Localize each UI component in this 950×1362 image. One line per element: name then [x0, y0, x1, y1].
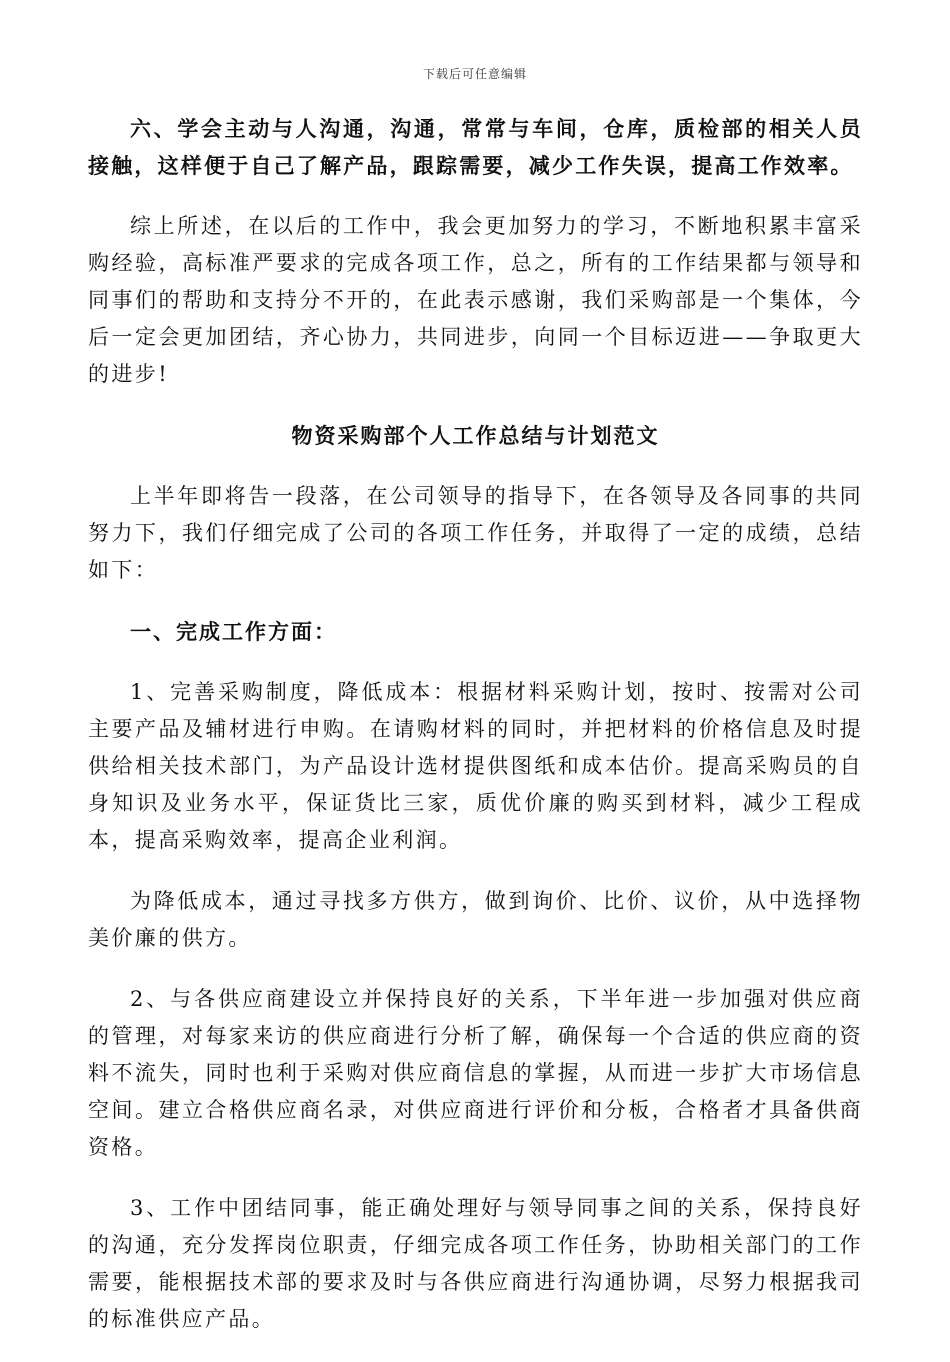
- paragraph-summary: 综上所述，在以后的工作中，我会更加努力的学习，不断地积累丰富采购经验，高标准严要求的完成各项工作，总之，所有的工作结果都与领导和同事们的帮助和支持分不开的，在此表示感谢，我们采购部是一个集体，今后一定会更加团结，齐心协力，共同进步，向同一个目标迈进——争取更大的进步!: [88, 214, 863, 386]
- paragraph-item-one: 1、完善采购制度，降低成本：根据材料采购计划，按时、按需对公司主要产品及辅材进行申购。在请购材料的同时，并把材料的价格信息及时提供给相关技术部门，为产品设计选材提供图纸和成本估价。提高采购员的自身知识及业务水平，保证货比三家，质优价廉的购买到材料，减少工程成本，提高采购效率，提高企业利润。: [88, 680, 863, 852]
- document-title: 物资采购部个人工作总结与计划范文: [291, 423, 660, 448]
- paragraph-item-three: 3、工作中团结同事，能正确处理好与领导同事之间的关系，保持良好的沟通，充分发挥岗位职责，仔细完成各项工作任务，协助相关部门的工作需要，能根据技术部的要求及时与各供应商进行沟通协调，尽努力根据我司的标准供应产品。: [88, 1196, 863, 1331]
- page-header-note: 下载后可任意编辑: [422, 67, 527, 81]
- document-body: [88, 110, 863, 1362]
- paragraph-item-two: 2、与各供应商建设立并保持良好的关系，下半年进一步加强对供应商的管理，对每家来访的供应商进行分析了解，确保每一个合适的供应商的资料不流失，同时也利于采购对供应商信息的掌握，从而进一步扩大市场信息空间。建立合格供应商名录，对供应商进行评价和分板，合格者才具备供商资格。: [88, 987, 863, 1159]
- paragraph-six: 六、学会主动与人沟通，沟通，常常与车间，仓库，质检部的相关人员接触，这样便于自己了解产品，跟踪需要，减少工作失误，提高工作效率。: [88, 116, 863, 178]
- paragraph-item-one-extra: 为降低成本，通过寻找多方供方，做到询价、比价、议价，从中选择物美价廉的供方。: [88, 889, 863, 950]
- paragraph-intro: 上半年即将告一段落，在公司领导的指导下，在各领导及各同事的共同努力下，我们仔细完成了公司的各项工作任务，并取得了一定的成绩，总结如下：: [88, 484, 863, 582]
- section-heading-one: 一、完成工作方面：: [130, 619, 337, 644]
